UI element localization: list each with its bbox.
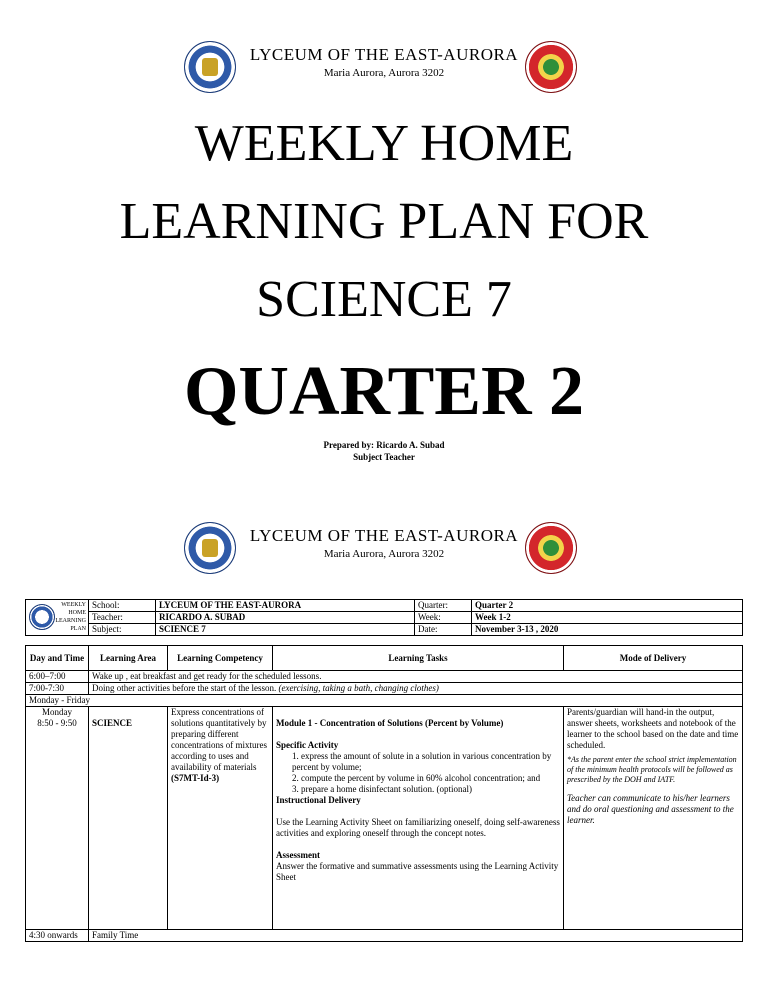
week-value: Week 1-2 <box>472 612 743 624</box>
row-text-italic: (exercising, taking a bath, changing clothes) <box>278 683 439 693</box>
header-learning-area: Learning Area <box>89 646 168 671</box>
row-text: Family Time <box>89 930 743 942</box>
specific-activity-heading: Specific Activity <box>276 740 339 750</box>
plan-row <box>26 695 743 707</box>
plan-header-row <box>26 646 743 671</box>
school-header-second <box>0 522 768 592</box>
school-address: Maria Aurora, Aurora 3202 <box>323 548 445 560</box>
assessment-text: Answer the formative and summative assessments using the Learning Activity Sheet <box>276 861 559 882</box>
school-name: LYCEUM OF THE EAST-AURORA <box>249 45 519 64</box>
quarter-title: QUARTER 2 <box>183 353 585 430</box>
mode-of-delivery-cell <box>564 707 743 930</box>
info-logo <box>26 600 89 636</box>
plan-table <box>25 645 743 942</box>
row-time: 6:00–7:00 <box>26 671 89 683</box>
plan-row <box>26 683 743 695</box>
list-item: 2. compute the percent by volume in 60% alcohol concentration; and <box>292 773 541 783</box>
module-title: Module 1 - Concentration of Solutions (Percent by Volume) <box>276 718 504 728</box>
instructional-delivery-heading: Instructional Delivery <box>276 795 361 805</box>
logo-text: WEEKLY HOME LEARNING PLAN <box>55 602 86 632</box>
title-line-2: LEARNING PLAN FOR <box>119 193 649 250</box>
school-seal-icon <box>525 522 577 574</box>
learning-tasks-cell <box>273 707 564 930</box>
plan-main-row <box>26 707 743 930</box>
learning-area-cell <box>89 707 168 930</box>
quarter-value: Quarter 2 <box>472 600 743 612</box>
competency-text: Express concentrations of solutions quantitatively by preparing different concentrations of mixtures according to uses and availability of materials <box>171 707 267 772</box>
week-label: Week: <box>415 612 472 624</box>
list-item: 1. express the amount of solute in a solution in various concentration by percent by volume; <box>292 751 552 772</box>
instructional-delivery-text: Use the Learning Activity Sheet on familiarizing oneself, doing self-awareness activities and exploring oneself through the concept notes. <box>276 817 560 838</box>
row-time: 4:30 onwards <box>26 930 89 942</box>
school-label: School: <box>89 600 156 612</box>
school-seal-icon <box>525 41 577 93</box>
deped-seal-icon <box>29 604 55 630</box>
date-label: Date: <box>415 624 472 636</box>
header-day-time: Day and Time <box>26 646 89 671</box>
delivery-text: Parents/guardian will hand-in the output, answer sheets, worksheets and notebook of the learner to the school based on the date and time scheduled. <box>567 707 739 750</box>
list-item: 3. prepare a home disinfectant solution. (optional) <box>292 784 472 794</box>
row-time: 7:00-7:30 <box>26 683 89 695</box>
delivery-note: *As the parent enter the school strict implementation of the minimum health protocols will be followed as prescribed by the DOH and IATF. <box>567 755 737 784</box>
header-learning-competency: Learning Competency <box>168 646 273 671</box>
school-value: LYCEUM OF THE EAST-AURORA <box>156 600 415 612</box>
day-time-cell <box>26 707 89 930</box>
prepared-by-name: Prepared by: Ricardo A. Subad <box>323 440 445 450</box>
title-line-1: WEEKLY HOME <box>194 115 574 172</box>
subject-label: Subject: <box>89 624 156 636</box>
teacher-value: RICARDO A. SUBAD <box>156 612 415 624</box>
title-line-3: SCIENCE 7 <box>256 271 512 328</box>
learning-area: SCIENCE <box>92 718 133 728</box>
school-address: Maria Aurora, Aurora 3202 <box>323 67 445 79</box>
competency-code: (S7MT-Id-3) <box>171 773 220 783</box>
plan-row <box>26 930 743 942</box>
delivery-teacher: Teacher can communicate to his/her learners and do oral questioning and assessment to the learner. <box>567 793 734 825</box>
row-text-main: Doing other activities before the start of the lesson. <box>92 683 277 693</box>
row-text: Wake up , eat breakfast and get ready for the scheduled lessons. <box>89 671 743 683</box>
time: 8:50 - 9:50 <box>37 718 77 728</box>
teacher-label: Teacher: <box>89 612 156 624</box>
info-table <box>25 599 743 636</box>
assessment-heading: Assessment <box>276 850 320 860</box>
subject-value: SCIENCE 7 <box>156 624 415 636</box>
prepared-by-role: Subject Teacher <box>353 452 415 462</box>
header-learning-tasks: Learning Tasks <box>273 646 564 671</box>
row-days: Monday - Friday <box>26 695 743 707</box>
row-text <box>89 683 743 695</box>
date-value: November 3-13 , 2020 <box>472 624 743 636</box>
school-header-top <box>0 41 768 111</box>
day: Monday <box>42 707 72 717</box>
competency-cell <box>168 707 273 930</box>
school-name: LYCEUM OF THE EAST-AURORA <box>249 526 519 545</box>
prepared-by <box>0 439 768 463</box>
plan-row <box>26 671 743 683</box>
specific-activity-list <box>276 751 560 795</box>
quarter-label: Quarter: <box>415 600 472 612</box>
header-mode-of-delivery: Mode of Delivery <box>564 646 743 671</box>
